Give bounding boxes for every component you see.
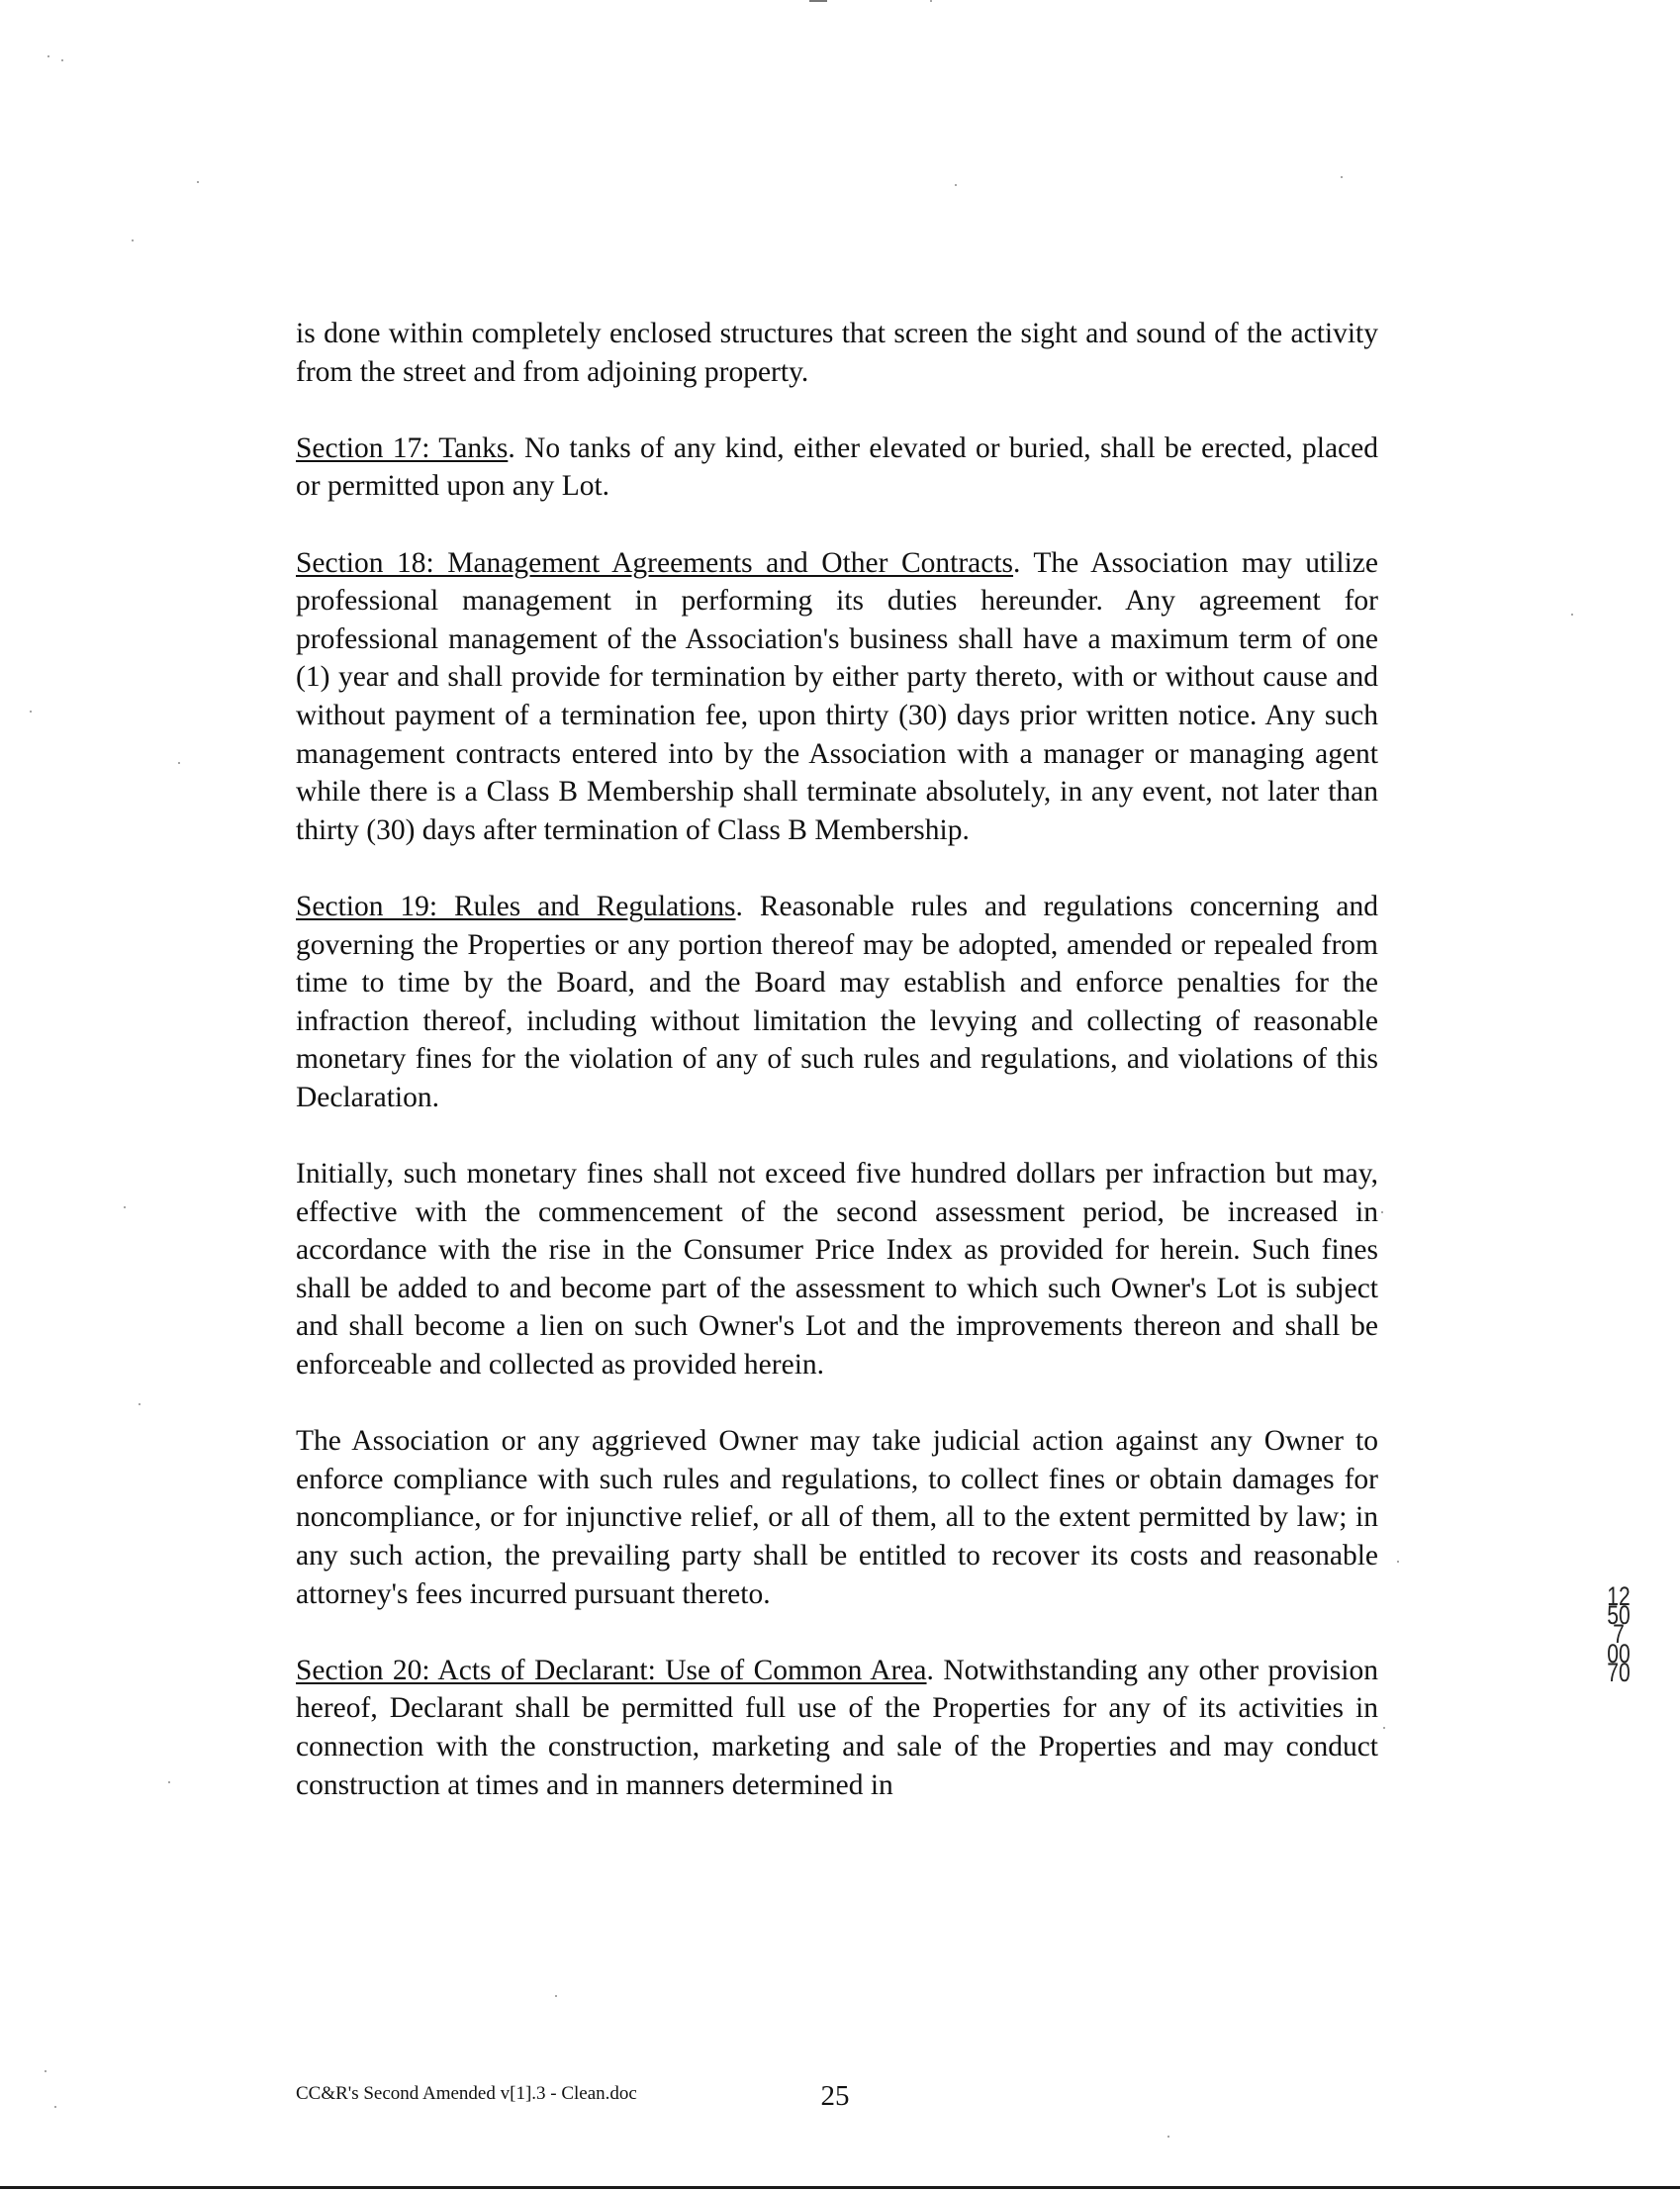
scan-speck (1571, 614, 1573, 616)
paragraph-continuation (296, 315, 1378, 391)
scan-speck (1341, 176, 1343, 178)
paragraph-text: Initially, such monetary fines shall not exceed five hundred dollars per infraction but may, effective with the commencement of the second assessment period, be increased in accordance with the rise in the Consumer Price Index as provided for herein. Such fines shall be added to and become part of the assessment to which such Owner's Lot is subject and shall become a lien on such Owner's Lot and the improvements thereon and shall be enforceable and collected as provided herein. (296, 1158, 1378, 1381)
page-bottom-border (0, 2186, 1680, 2189)
section-20-acts-of-declarant (296, 1652, 1378, 1804)
section-19-rules-and-regulations (296, 888, 1378, 1117)
paragraph-text: is done within completely enclosed structures that screen the sight and sound of the activity from the street and from adjoining property. (296, 318, 1378, 388)
section-heading: Section 19: Rules and Regulations (296, 890, 736, 922)
footer-filename: CC&R's Second Amended v[1].3 - Clean.doc (296, 2083, 637, 2104)
heading-period: . (735, 890, 743, 922)
section-heading: Section 17: Tanks (296, 431, 509, 464)
paragraph-text: The Association or any aggrieved Owner may take judicial action against any Owner to enforce compliance with such rules and regulations, to collect fines or obtain damages for noncompliance, or for injunctive relief, or all of them, all to the extent permitted by law; in any such action, the prevailing party shall be entitled to recover its costs and reasonable attorney's fees incurred pursuant thereto. (296, 1425, 1378, 1610)
document-body (296, 315, 1378, 1843)
scan-speck (1167, 2136, 1169, 2138)
page-number: 25 (820, 2080, 850, 2112)
recording-stamp: 12507 0070 (1607, 1581, 1631, 1687)
scan-speck (124, 1206, 126, 1208)
paragraph-text: The Association may utilize professional management in performing its duties hereunder. Any agreement for professional management of the Association's business shall have a maximum term of one (1) year and shall provide for termination by either party thereto, with or without cause and without payment of a termination fee, upon thirty (30) days prior written notice. Any such management contracts entered into by the Association with a manager or managing agent while there is a Class B Membership shall terminate absolutely, in any event, not later than thirty (30) days after termination of Class B Membership. (296, 546, 1378, 846)
section-heading: Section 18: Management Agreements and Other Contracts (296, 546, 1014, 579)
scan-speck (1383, 1727, 1385, 1729)
heading-period: . (508, 431, 515, 464)
heading-period: . (926, 1654, 934, 1686)
scan-speck (930, 0, 932, 2)
scan-speck (197, 181, 199, 183)
scan-speck (45, 2070, 47, 2072)
scan-speck (178, 762, 180, 764)
section-17-tanks (296, 429, 1378, 506)
scan-speck (47, 55, 49, 57)
paragraph-judicial-action (296, 1422, 1378, 1613)
scan-speck (555, 1995, 557, 1997)
scan-speck (955, 184, 957, 186)
paragraph-text: Reasonable rules and regulations concerning and governing the Properties or any portion thereof may be adopted, amended or repealed from time to time by the Board, and the Board may establish and enforce penalties for the infraction thereof, including without limitation the levying and collecting of reasonable monetary fines for the violation of any of such rules and regulations, and violations of this Declaration. (296, 890, 1379, 1113)
paragraph-text: Notwithstanding any other provision hereof, Declarant shall be permitted full use of the Properties for any of its activities in connection with the construction, marketing and sale of the Properties and may conduct construction at times and in manners determined in (296, 1654, 1378, 1801)
scan-speck (61, 59, 63, 61)
scan-speck (1381, 1211, 1383, 1213)
heading-period: . (1013, 546, 1021, 579)
scan-speck (168, 1781, 170, 1783)
scan-speck (30, 711, 32, 713)
paragraph-text: No tanks of any kind, either elevated or buried, shall be erected, placed or permitted upon any Lot. (296, 431, 1378, 503)
scan-mark (809, 0, 827, 2)
section-18-management-agreements (296, 544, 1378, 850)
scan-speck (54, 2106, 56, 2108)
section-heading: Section 20: Acts of Declarant: Use of Common Area (296, 1654, 927, 1686)
scan-speck (1397, 1561, 1399, 1563)
scan-speck (139, 1403, 140, 1405)
paragraph-monetary-fines (296, 1155, 1378, 1384)
scan-speck (132, 239, 134, 241)
